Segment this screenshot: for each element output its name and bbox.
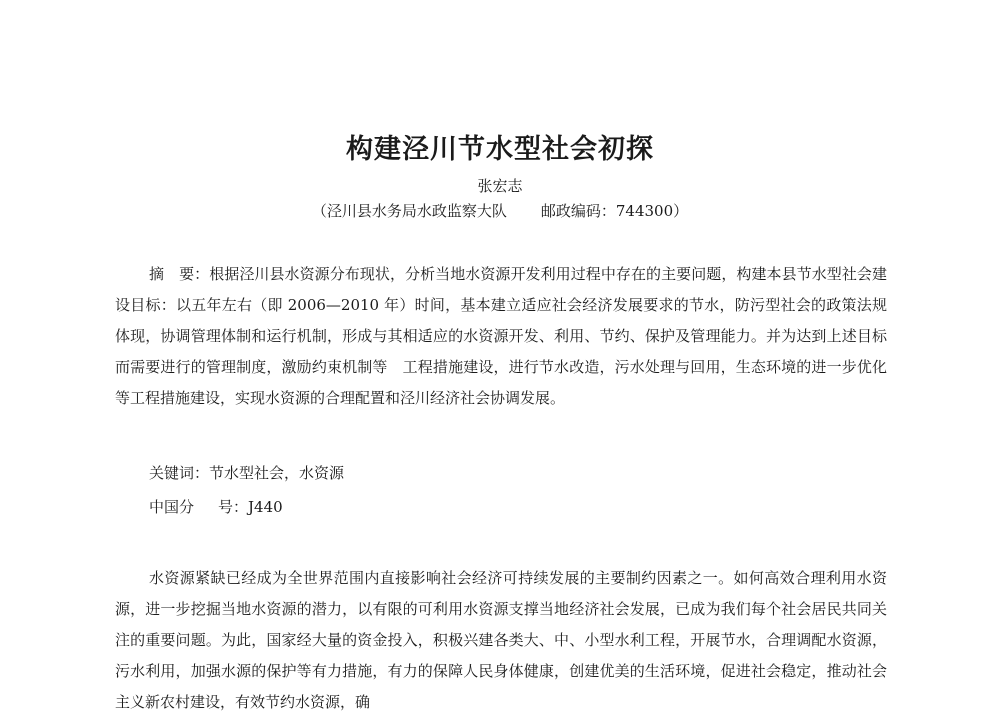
affiliation-postal-code: 邮政编码：744300）: [540, 202, 689, 220]
classification-label-b: 号：: [218, 498, 249, 516]
author-affiliation: [0, 200, 1000, 221]
abstract: [115, 259, 887, 414]
affiliation-org: （泾川县水务局水政监察大队: [311, 202, 507, 220]
keywords: [149, 458, 344, 489]
classification-number: [149, 492, 283, 523]
author-name: 张宏志: [477, 177, 523, 195]
keywords-label: 关键词：: [149, 464, 210, 482]
abstract-text: 根据泾川县水资源分布现状，分析当地水资源开发利用过程中存在的主要问题，构建本县节水型社会建设目标：以五年左右（即 2006—2010 年）时间，基本建立适应社会经济发展要求的节水，防污型社会的政策法规体现，协调管理体制和运行机制，形成与其相适应的水资源开发、利用、节约、保护及管理能力。并为达到上述目标而需要进行的管理制度，激励约束机制等 工程措施建设，进行节水改造，污水处理与回用，生态环境的进一步优化等工程措施建设，实现水资源的合理配置和泾川经济社会协调发展。: [115, 265, 887, 407]
body-paragraph: 水资源紧缺已经成为全世界范围内直接影响社会经济可持续发展的主要制约因素之一。如何高效合理利用水资源，进一步挖掘当地水资源的潜力，以有限的可利用水资源支撑当地经济社会发展，已成为我们每个社会居民共同关注的重要问题。为此，国家经大量的资金投入，积极兴建各类大、中、小型水利工程，开展节水，合理调配水资源，污水利用，加强水源的保护等有力措施，有力的保障人民身体健康，创建优美的生活环境，促进社会稳定，推动社会主义新农村建设，有效节约水资源，确: [115, 569, 887, 711]
classification-label-a: 中国分: [149, 498, 195, 516]
abstract-label: 摘 要：: [149, 265, 210, 283]
paper-title: 构建泾川节水型社会初探: [346, 134, 654, 165]
classification-value: J440: [248, 498, 283, 516]
keywords-text: 节水型社会，水资源: [209, 464, 345, 482]
